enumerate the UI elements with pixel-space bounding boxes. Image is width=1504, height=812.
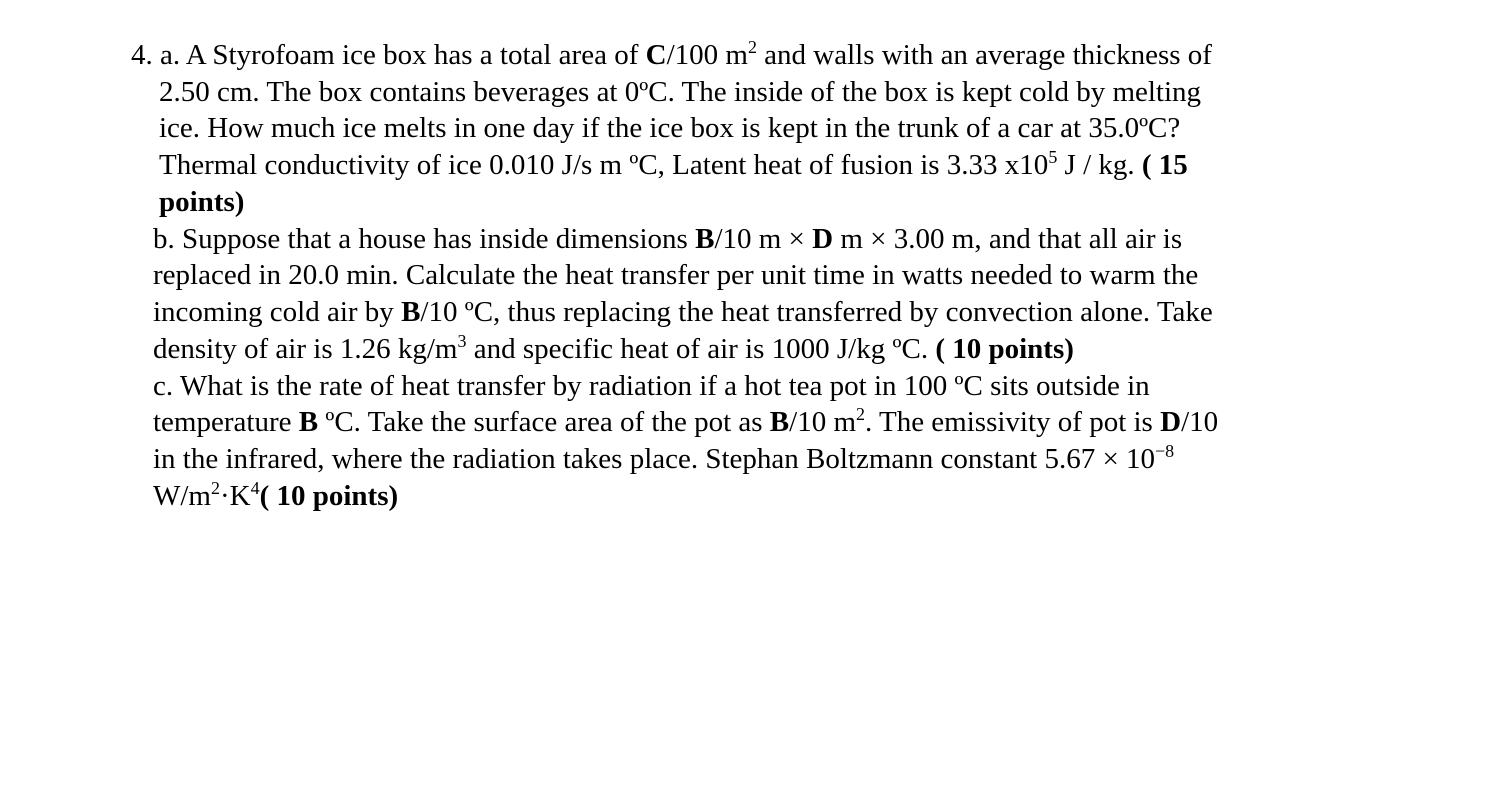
question-number: 4. [131, 39, 153, 71]
text-run: . The emissivity of pot is [865, 406, 1161, 438]
variable-c: C [645, 39, 667, 71]
variable-b: B [769, 406, 790, 438]
points-label: points) [159, 186, 245, 218]
part-a-label: a. [160, 39, 181, 71]
exponent: −8 [1155, 440, 1175, 461]
text-run: m × 3.00 m, and that all air is [833, 223, 1183, 255]
variable-d: D [812, 223, 834, 255]
variable-b: B [695, 223, 715, 255]
text-run: W/m [153, 480, 211, 512]
variable-b: B [401, 296, 421, 328]
text-run: /10 ºC, thus replacing the heat transferred by convection alone. Take [420, 296, 1213, 328]
part-b-line-1 [153, 221, 1182, 257]
part-c-line-3 [153, 441, 1174, 477]
part-a-line-2: 2.50 cm. The box contains beverages at 0ºC. The inside of the box is kept cold by melting [159, 76, 1202, 108]
text-run: and walls with an average thickness of [756, 39, 1212, 71]
text-run: temperature [153, 406, 299, 438]
exponent: 4 [250, 477, 260, 498]
part-a-line-3: ice. How much ice melts in one day if the ice box is kept in the trunk of a car at 35.0ºC? [159, 112, 1181, 144]
part-b-line-4 [153, 331, 1074, 367]
text-run: /10 m [789, 406, 857, 438]
text-run: J / kg. [1057, 149, 1142, 181]
exponent: 3 [457, 330, 467, 351]
part-c-line-4 [153, 478, 398, 514]
part-b-line-3 [153, 294, 1213, 330]
exponent: 2 [856, 403, 865, 424]
text-run: Thermal conductivity of ice 0.010 J/s m ºC, Latent heat of fusion is 3.33 x10 [159, 149, 1049, 181]
part-c-line-2 [153, 404, 1218, 440]
points-label: ( 15 [1141, 149, 1188, 181]
part-c-line-1: c. What is the rate of heat transfer by radiation if a hot tea pot in 100 ºC sits outside in [153, 370, 1150, 402]
points-label: ( 10 points) [259, 480, 399, 512]
exponent: 2 [211, 477, 220, 498]
variable-b: B [298, 406, 319, 438]
exponent: 2 [747, 36, 757, 57]
points-label: ( 10 points) [935, 333, 1074, 365]
text-run: /10 m × [714, 223, 813, 255]
part-b-line-2: replaced in 20.0 min. Calculate the heat transfer per unit time in watts needed to warm the [153, 259, 1199, 291]
variable-d: D [1160, 406, 1182, 438]
text-run: in the infrared, where the radiation takes place. Stephan Boltzmann constant 5.67 × 10 [153, 443, 1156, 475]
part-a-line-1 [131, 37, 1212, 73]
exponent: 5 [1048, 146, 1058, 167]
text-run: /100 m [666, 39, 748, 71]
part-a-line-4 [159, 147, 1188, 183]
text-run: A Styrofoam ice box has a total area of [185, 39, 646, 71]
text-run: and specific heat of air is 1000 J/kg ºC. [466, 333, 936, 365]
text-run: density of air is 1.26 kg/m [153, 333, 458, 365]
text-run: ·K [219, 480, 251, 512]
text-run: incoming cold air by [153, 296, 402, 328]
part-a-line-5 [159, 184, 244, 220]
text-run: b. Suppose that a house has inside dimensions [153, 223, 696, 255]
text-run: /10 [1181, 406, 1219, 438]
text-run: ºC. Take the surface area of the pot as [318, 406, 770, 438]
